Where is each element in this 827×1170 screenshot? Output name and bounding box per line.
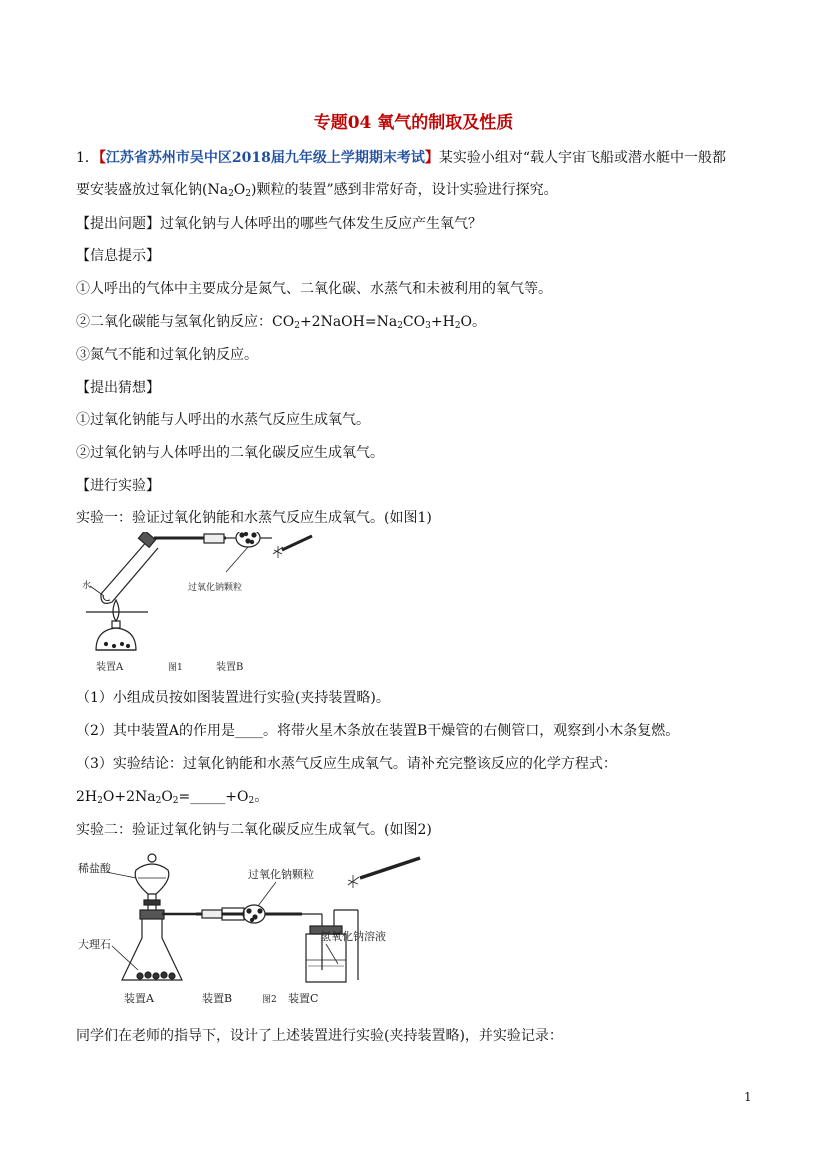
- fig1-device-b: 装置B: [216, 662, 244, 673]
- drying-tube: [226, 532, 272, 547]
- step-1: （1）小组成员按如图装置进行实验(夹持装置略)。: [76, 690, 390, 706]
- info-item-2: ②二氧化碳能与氢氧化钠反应：$CO_2+2NaOH=Na_2CO_3+H_2O$。: [76, 314, 487, 331]
- final-paragraph: 同学们在老师的指导下，设计了上述装置进行实验(夹持装置略)，并实验记录：: [76, 1028, 563, 1044]
- separatory-funnel: [135, 854, 169, 918]
- figure-2: [76, 850, 436, 1014]
- question-1-line-1: [76, 148, 756, 168]
- particles-label-2: 过氧化钠颗粒: [248, 868, 314, 881]
- test-tube: [101, 532, 158, 603]
- step-3: （3）实验结论：过氧化钠能和水蒸气反应生成氧气。请补充完整该反应的化学方程式：: [76, 756, 617, 772]
- page-number: 1: [744, 1090, 752, 1104]
- question-number: 1．: [76, 150, 99, 166]
- spark-icon: [273, 546, 283, 558]
- info-item-3: ③氮气不能和过氧化钠反应。: [76, 347, 258, 363]
- naoh-label: 氢氧化钠溶液: [320, 930, 386, 943]
- experiment-1-title: 实验一：验证过氧化钠能和水蒸气反应生成氧气。(如图1): [76, 510, 432, 526]
- fig1-device-a: 装置A: [96, 662, 124, 673]
- fig2-device-c: 装置C: [288, 992, 319, 1005]
- hypothesis-2: ②过氧化钠与人体呼出的二氧化碳反应生成氧气。: [76, 445, 384, 461]
- conical-flask: [122, 910, 182, 980]
- experiment-heading: 【进行实验】: [76, 478, 160, 494]
- alcohol-burner: [96, 600, 136, 650]
- figure-1: [76, 532, 326, 681]
- step-2: （2）其中装置A的作用是____。将带火星木条放在装置B干燥管的右侧管口，观察到小木条复燃。: [76, 723, 680, 739]
- fig1-label: 图1: [168, 663, 183, 673]
- fig2-label: 图2: [262, 995, 277, 1005]
- info-item-1: ①人呼出的气体中主要成分是氮气、二氧化碳、水蒸气和未被利用的氧气等。: [76, 281, 552, 297]
- question-text: 某实验小组对“载人宇宙飞船或潜水艇中一般都: [438, 150, 727, 166]
- acid-label: 稀盐酸: [78, 862, 111, 875]
- fig2-device-a: 装置A: [124, 992, 154, 1005]
- question-source: 【江苏省苏州市吴中区2018届九年级上学期期末考试】: [98, 150, 439, 166]
- particles-label: 过氧化钠颗粒: [188, 583, 243, 593]
- equation: $2H_2O+2Na_2O_2=\_\_\_\_\_+O_2$。: [76, 789, 269, 806]
- problem-statement: 【提出问题】过氧化钠与人体呼出的哪些气体发生反应产生氧气？: [76, 216, 482, 232]
- page-title: 专题04 氧气的制取及性质: [313, 113, 514, 133]
- question-1-line-2: 要安装盛放过氧化钠$(Na_2O_2)$颗粒的装置”感到非常好奇，设计实验进行探究。: [76, 182, 558, 199]
- experiment-2-title: 实验二：验证过氧化钠与二氧化碳反应生成氧气。(如图2): [76, 822, 432, 838]
- spark-icon-2: [348, 875, 359, 888]
- hypothesis-1: ①过氧化钠能与人呼出的水蒸气反应生成氧气。: [76, 412, 370, 428]
- info-heading: 【信息提示】: [76, 248, 160, 264]
- fig2-device-b: 装置B: [202, 992, 233, 1005]
- water-label: 水: [82, 581, 92, 591]
- marble-label: 大理石: [78, 938, 111, 951]
- hypothesis-heading: 【提出猜想】: [76, 380, 160, 396]
- gas-washing-bottle: [302, 910, 358, 982]
